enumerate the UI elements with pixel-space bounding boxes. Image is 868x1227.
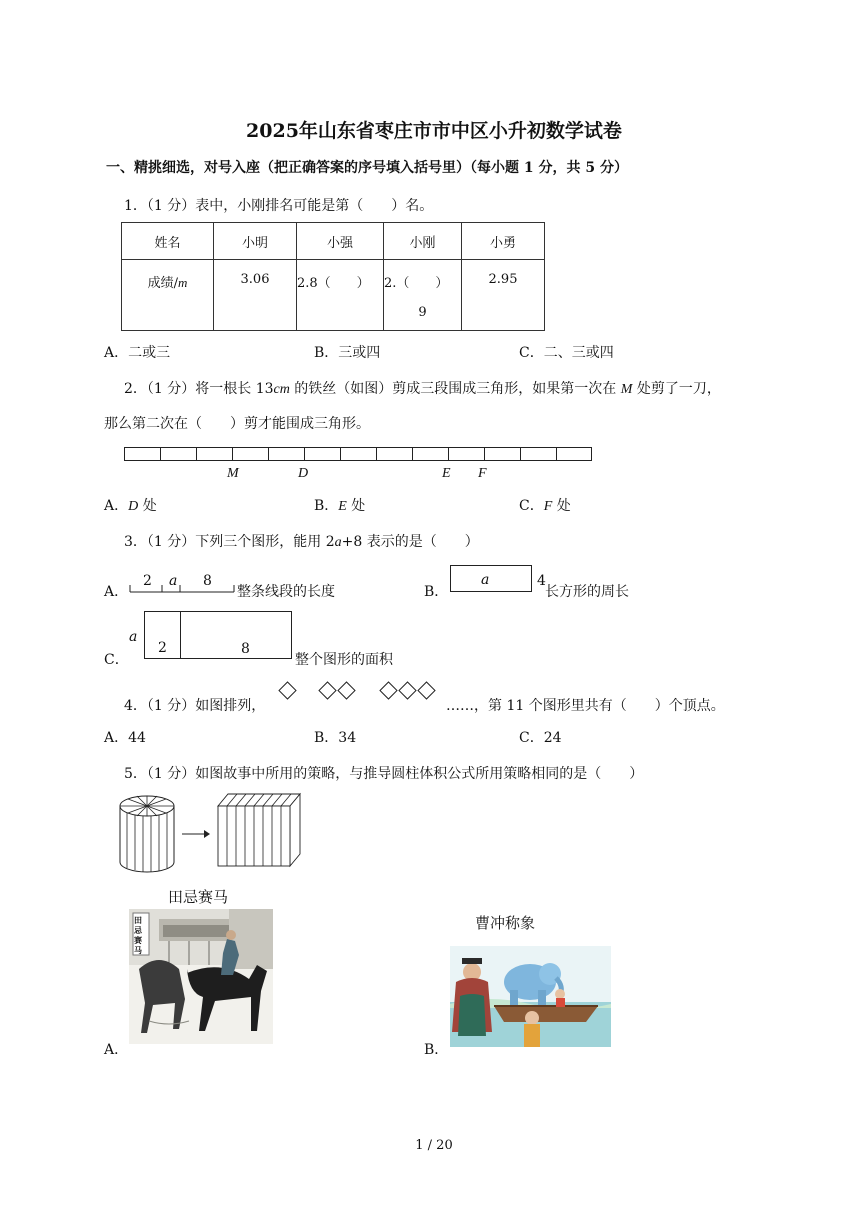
question-4-stem-b: ……，第 11 个图形里共有（ ）个顶点。 — [446, 698, 725, 714]
horse-race-illustration — [129, 909, 273, 1044]
option-b-text: 长方形的周长 — [545, 584, 629, 600]
table-cell: 2.8（ ） — [297, 260, 384, 331]
tianji-racing-image[interactable] — [129, 909, 273, 1044]
area-side: a — [129, 629, 138, 645]
cylinder-transform-figure — [118, 792, 308, 874]
option-a-text: 整条线段的长度 — [237, 584, 335, 600]
rectangle-side: 4 — [537, 573, 546, 589]
segment-value: 8 — [203, 573, 212, 589]
table-cell: 2.95 — [462, 260, 545, 331]
table-header: 小明 — [214, 223, 297, 260]
question-4-stem-a: 4．（1 分）如图排列， — [124, 698, 266, 714]
question-5-stem: 5．（1 分）如图故事中所用的策略，与推导圆柱体积公式所用策略相同的是（ ） — [124, 766, 644, 782]
score-table — [121, 222, 545, 331]
image-b-caption: 曹冲称象 — [475, 914, 536, 932]
table-cell: 2.（ ） 9 — [384, 260, 462, 331]
option-c[interactable]: C．24 — [519, 730, 562, 746]
segment-value: a — [169, 573, 178, 589]
segment-value: 2 — [143, 573, 152, 589]
option-b[interactable]: B．E 处 — [314, 498, 366, 514]
page-title: 2025年山东省枣庄市市中区小升初数学试卷 — [246, 120, 622, 142]
label-m: M — [227, 466, 239, 481]
option-a-label[interactable]: A． — [104, 584, 129, 600]
option-b[interactable]: B． — [424, 1042, 449, 1058]
option-a[interactable]: A． — [104, 1042, 129, 1058]
table-cell: 3.06 — [214, 260, 297, 331]
section-heading: 一、精挑细选，对号入座（把正确答案的序号填入括号里）（每小题 1 分，共 5 分） — [106, 160, 628, 176]
image-a-caption: 田忌赛马 — [168, 888, 229, 906]
table-header: 姓名 — [122, 223, 214, 260]
option-c-text: 整个图形的面积 — [295, 652, 393, 668]
table-header: 小强 — [297, 223, 384, 260]
table-cell: 成绩/m — [122, 260, 214, 331]
label-f: F — [478, 466, 487, 481]
caochong-elephant-image[interactable] — [450, 946, 611, 1047]
option-b[interactable]: B．34 — [314, 730, 357, 746]
question-2-stem-line2: 那么第二次在（ ）剪才能围成三角形。 — [104, 416, 370, 432]
option-c[interactable]: C．二、三或四 — [519, 345, 614, 361]
page-number: 1 / 20 — [415, 1138, 453, 1153]
question-2-stem: 2．（1 分）将一根长 13cm 的铁丝（如图）剪成三段围成三角形，如果第一次在 M 处剪了一刀， — [124, 381, 721, 397]
question-1-stem: 1．（1 分）表中，小刚排名可能是第（ ）名。 — [124, 198, 434, 214]
area-value: 2 — [158, 640, 167, 656]
option-b[interactable]: B．三或四 — [314, 345, 381, 361]
table-header: 小刚 — [384, 223, 462, 260]
label-d: D — [298, 466, 309, 481]
area-divider — [180, 611, 181, 659]
label-e: E — [442, 466, 451, 481]
rectangle-side: a — [481, 572, 490, 588]
image-a-stamp: 田忌赛马 — [134, 915, 142, 955]
option-b-label[interactable]: B． — [424, 584, 449, 600]
elephant-boat-illustration — [450, 946, 611, 1047]
area-value: 8 — [241, 641, 250, 657]
table-header: 小勇 — [462, 223, 545, 260]
question-3-stem: 3．（1 分）下列三个图形，能用 2a+8 表示的是（ ） — [124, 534, 479, 550]
option-a[interactable]: A．二或三 — [104, 345, 171, 361]
rectangle-figure — [450, 565, 532, 592]
option-a[interactable]: A．D 处 — [104, 498, 157, 514]
option-c[interactable]: C．F 处 — [519, 498, 571, 514]
option-c-label[interactable]: C． — [104, 652, 129, 668]
option-a[interactable]: A．44 — [104, 730, 146, 746]
